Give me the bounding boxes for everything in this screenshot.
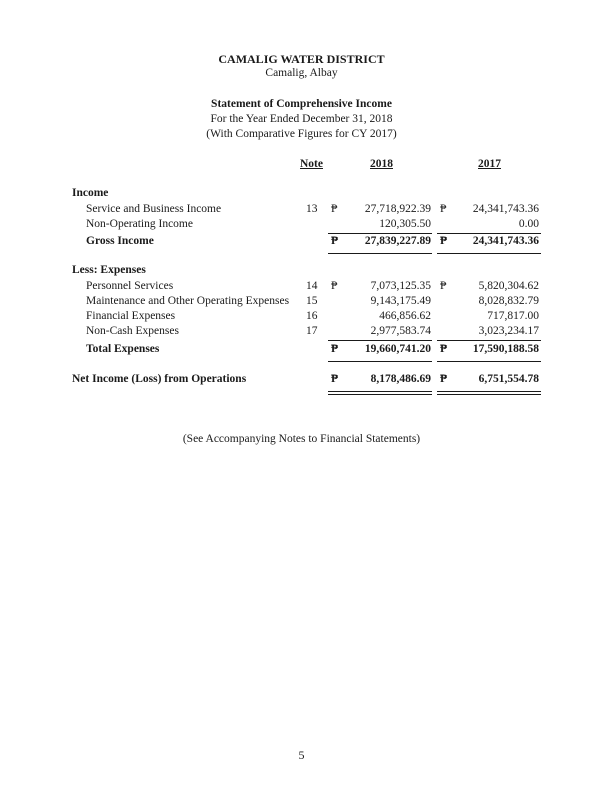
amount-2018: 9,143,175.49 — [370, 295, 431, 307]
line-item-label: Non-Cash Expenses — [86, 325, 179, 337]
net-income-2018: 8,178,486.69 — [370, 373, 431, 385]
double-rule — [328, 394, 432, 395]
currency-symbol: ₱ — [440, 280, 447, 292]
currency-symbol: ₱ — [331, 203, 338, 215]
entity-name: CAMALIG WATER DISTRICT — [218, 52, 385, 66]
double-rule — [437, 394, 541, 395]
note-ref: 15 — [306, 295, 318, 307]
amount-2017: 3,023,234.17 — [478, 325, 539, 337]
amount-2018: 120,305.50 — [379, 218, 431, 230]
total-label: Total Expenses — [86, 343, 160, 355]
subtotal-rule — [437, 340, 541, 341]
net-income-2017: 6,751,554.78 — [478, 373, 539, 385]
amount-2018: 2,977,583.74 — [370, 325, 431, 337]
double-rule — [437, 391, 541, 392]
total-2017: 24,341,743.36 — [472, 235, 539, 247]
amount-2018: 27,718,922.39 — [364, 203, 431, 215]
line-item-label: Non-Operating Income — [86, 218, 193, 230]
amount-2017: 24,341,743.36 — [472, 203, 539, 215]
currency-symbol: ₱ — [440, 235, 448, 247]
total-rule — [328, 253, 432, 254]
total-2018: 19,660,741.20 — [364, 343, 431, 355]
table-row — [0, 280, 603, 296]
net-income-label: Net Income (Loss) from Operations — [72, 373, 247, 385]
table-row — [0, 218, 603, 234]
currency-symbol: ₱ — [440, 343, 448, 355]
double-rule — [328, 391, 432, 392]
total-label: Gross Income — [86, 235, 154, 247]
note-ref: 17 — [306, 325, 318, 337]
footnote: (See Accompanying Notes to Financial Statements) — [182, 433, 421, 445]
statement-title: Statement of Comprehensive Income — [211, 98, 392, 110]
currency-symbol: ₱ — [440, 203, 447, 215]
note-ref: 14 — [306, 280, 318, 292]
amount-2017: 5,820,304.62 — [478, 280, 539, 292]
line-item-label: Financial Expenses — [86, 310, 176, 322]
column-header-2018: 2018 — [370, 158, 393, 170]
total-rule — [437, 361, 541, 362]
currency-symbol: ₱ — [331, 235, 339, 247]
total-rule — [328, 361, 432, 362]
currency-symbol: ₱ — [331, 373, 339, 385]
amount-2018: 7,073,125.35 — [370, 280, 431, 292]
comparative-note: (With Comparative Figures for CY 2017) — [206, 128, 397, 140]
table-row — [0, 325, 603, 341]
amount-2017: 8,028,832.79 — [478, 295, 539, 307]
entity-location: Camalig, Albay — [265, 67, 338, 79]
amount-2017: 717,817.00 — [487, 310, 539, 322]
expenses-heading-row — [0, 264, 603, 280]
subtotal-rule — [328, 340, 432, 341]
table-row — [0, 295, 603, 311]
table-row — [0, 203, 603, 219]
note-ref: 16 — [306, 310, 318, 322]
note-ref: 13 — [306, 203, 318, 215]
net-income-row — [0, 373, 603, 389]
statement-period: For the Year Ended December 31, 2018 — [210, 113, 393, 125]
subtotal-rule — [437, 233, 541, 234]
total-rule — [437, 253, 541, 254]
page-number: 5 — [298, 748, 305, 762]
total-row — [0, 343, 603, 359]
line-item-label: Personnel Services — [86, 280, 174, 292]
column-header-2017: 2017 — [478, 158, 501, 170]
total-2018: 27,839,227.89 — [364, 235, 431, 247]
amount-2018: 466,856.62 — [379, 310, 431, 322]
column-header-note: Note — [300, 158, 323, 170]
total-2017: 17,590,188.58 — [472, 343, 539, 355]
section-heading: Less: Expenses — [72, 264, 146, 276]
line-item-label: Maintenance and Other Operating Expenses — [86, 295, 290, 307]
section-heading: Income — [72, 187, 109, 199]
total-row — [0, 235, 603, 251]
currency-symbol: ₱ — [440, 373, 448, 385]
subtotal-rule — [328, 233, 432, 234]
currency-symbol: ₱ — [331, 280, 338, 292]
line-item-label: Service and Business Income — [86, 203, 222, 215]
income-heading-row — [0, 187, 603, 203]
table-row — [0, 310, 603, 326]
amount-2017: 0.00 — [518, 218, 539, 230]
currency-symbol: ₱ — [331, 343, 339, 355]
